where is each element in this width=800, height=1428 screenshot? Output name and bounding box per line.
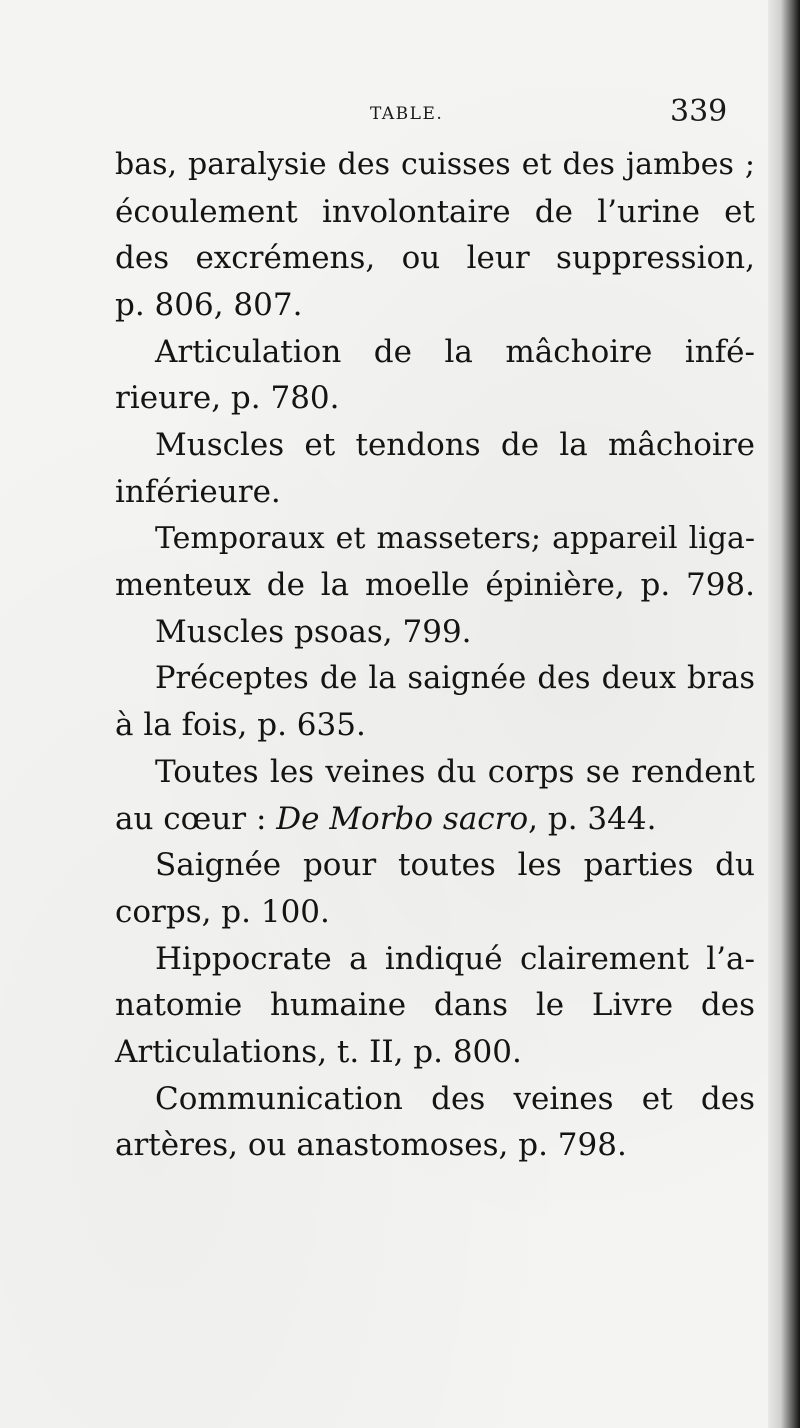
entry-first-line: Temporaux et masseters; appareil liga- <box>155 520 755 556</box>
entry-first-line: Saignée pour toutes les parties du <box>155 847 755 884</box>
entry-first-line: Toutes les veines du corps se rendent <box>155 753 755 790</box>
text-line: menteux de la moelle épinière, p. 798. <box>115 567 755 604</box>
text-line: artères, ou anastomoses, p. 798. <box>115 1127 627 1164</box>
text-line: des excrémens, ou leur suppression, <box>115 240 755 277</box>
text-line: inférieure. <box>115 473 281 510</box>
text-line: Articulations, t. II, p. 800. <box>115 1034 522 1071</box>
entry-first-line: Communication des veines et des <box>155 1080 755 1117</box>
page-header <box>0 94 768 134</box>
index-entries <box>115 142 755 1169</box>
line-prefix: au cœur : <box>115 800 277 837</box>
text-line: écoulement involontaire de l’urine et <box>115 193 755 230</box>
text-line: rieure, p. 780. <box>115 380 340 417</box>
page-number: 339 <box>670 94 728 129</box>
entry-first-line: Articulation de la mâchoire infé- <box>155 333 755 370</box>
entry-first-line: Muscles psoas, 799. <box>155 613 472 650</box>
entry-first-line: Hippocrate a indiqué clairement l’a- <box>155 940 755 977</box>
text-line: natomie humaine dans le Livre des <box>115 987 755 1024</box>
running-head: TABLE. <box>370 104 444 124</box>
entry-first-line: Muscles et tendons de la mâchoire <box>155 427 755 464</box>
entry-first-line: Préceptes de la saignée des deux bras <box>155 660 755 696</box>
text-line: bas, paralysie des cuisses et des jambes ; <box>115 147 755 182</box>
text-line: corps, p. 100. <box>115 894 330 930</box>
line-suffix: , p. 344. <box>528 800 657 837</box>
page-edge-shadow <box>768 0 800 1428</box>
text-line: à la fois, p. 635. <box>115 707 366 744</box>
text-line-with-citation <box>115 796 755 843</box>
italic-work-title: De Morbo sacro <box>276 800 529 837</box>
text-line: p. 806, 807. <box>115 287 303 324</box>
